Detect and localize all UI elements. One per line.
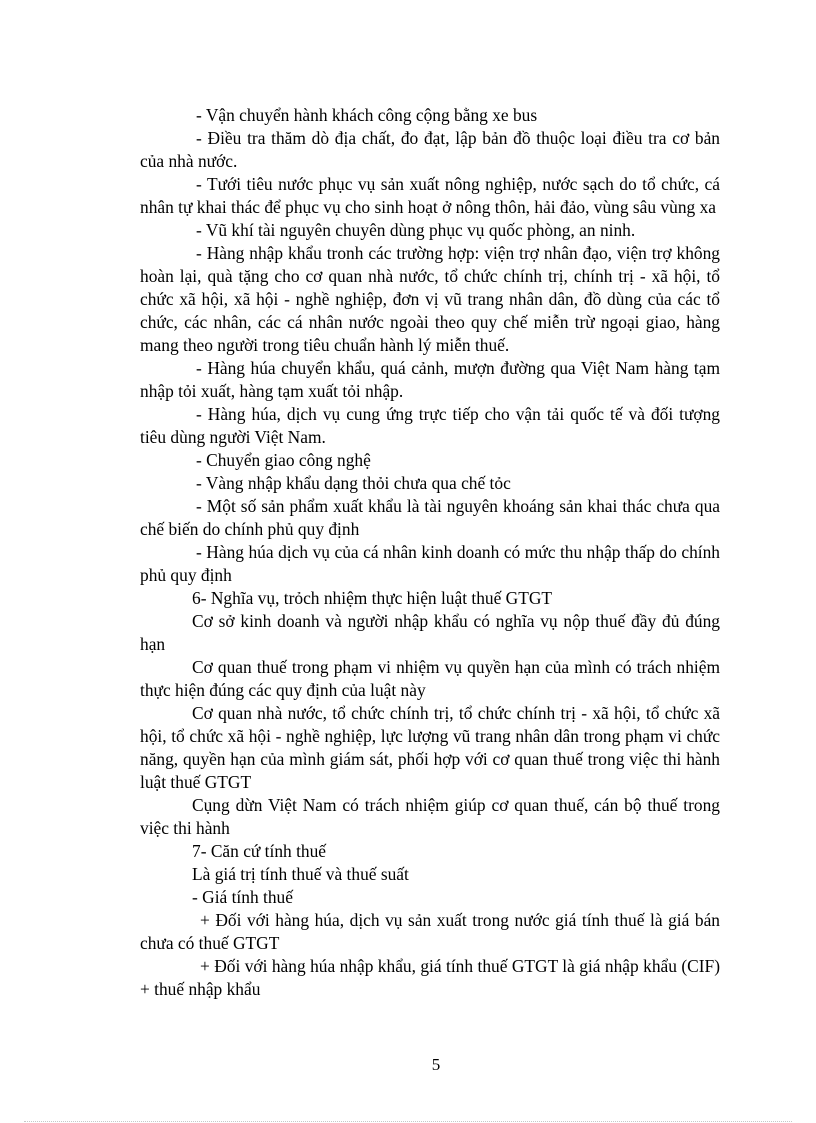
list-item: - Tưới tiêu nước phục vụ sản xuất nông nghiệp, nước sạch do tổ chức, cá nhân tự khai thác để phục vụ cho sinh hoạt ở nông thôn, hải đảo, vùng sâu vùng xa <box>140 174 720 217</box>
list-item: - Hàng nhập khẩu tronh các trường hợp: viện trợ nhân đạo, viện trợ không hoàn lại, quà tặng cho cơ quan nhà nước, tổ chức chính trị, chính trị - xã hội, tổ chức xã hội, xã hội - nghề nghiệp, đơn vị vũ trang nhân dân, đồ dùng của các tổ chức, các nhân, các cá nhân nước ngoài theo quy chế miễn trừ ngoại giao, hàng mang theo người trong tiêu chuẩn hành lý miễn thuế. <box>140 243 720 355</box>
list-item: + Đối với hàng húa, dịch vụ sản xuất trong nước giá tính thuế là giá bán chưa có thuế GTGT <box>140 910 720 953</box>
list-item: - Một số sản phẩm xuất khẩu là tài nguyên khoáng sản khai thác chưa qua chế biến do chính phủ quy định <box>140 496 720 539</box>
list-item: - Vận chuyển hành khách công cộng bằng xe bus <box>196 105 538 125</box>
page-bottom-divider <box>24 1121 792 1122</box>
list-item: - Vũ khí tài nguyên chuyên dùng phục vụ quốc phòng, an ninh. <box>196 220 636 240</box>
list-item: + Đối với hàng húa nhập khẩu, giá tính thuế GTGT là giá nhập khẩu (CIF) + thuế nhập khẩu <box>140 956 720 999</box>
list-item: - Hàng húa dịch vụ của cá nhân kinh doanh có mức thu nhập thấp do chính phủ quy định <box>140 542 720 585</box>
paragraph: Là giá trị tính thuế và thuế suất <box>192 864 409 884</box>
paragraph: Cơ quan thuế trong phạm vi nhiệm vụ quyền hạn của mình có trách nhiệm thực hiện đúng các quy định của luật này <box>140 657 720 700</box>
list-item: - Hàng húa chuyển khẩu, quá cảnh, mượn đường qua Việt Nam hàng tạm nhập tỏi xuất, hàng tạm xuất tỏi nhập. <box>140 358 720 401</box>
list-item: - Vàng nhập khẩu dạng thỏi chưa qua chế tỏc <box>196 473 511 493</box>
paragraph: Cụng dừn Việt Nam có trách nhiệm giúp cơ quan thuế, cán bộ thuế trong việc thi hành <box>140 795 720 838</box>
list-item: - Hàng húa, dịch vụ cung ứng trực tiếp cho vận tải quốc tế và đối tượng tiêu dùng người Việt Nam. <box>140 404 720 447</box>
list-item: - Giá tính thuế <box>192 887 293 907</box>
list-item: - Chuyển giao công nghệ <box>196 450 371 470</box>
paragraph: Cơ quan nhà nước, tổ chức chính trị, tổ chức chính trị - xã hội, tổ chức xã hội, tổ chức xã hội - nghề nghiệp, lực lượng vũ trang nhân dân trong phạm vi chức năng, quyền hạn của mình giám sát, phối hợp với cơ quan thuế trong việc thi hành luật thuế GTGT <box>140 703 720 792</box>
body-text <box>140 104 720 1001</box>
list-item: - Điều tra thăm dò địa chất, đo đạt, lập bản đồ thuộc loại điều tra cơ bản của nhà nước. <box>140 128 720 171</box>
section-heading: 6- Nghĩa vụ, trỏch nhiệm thực hiện luật thuế GTGT <box>192 588 553 608</box>
section-heading: 7- Căn cứ tính thuế <box>192 841 327 861</box>
page-number: 5 <box>431 1055 441 1074</box>
paragraph: Cơ sở kinh doanh và người nhập khẩu có nghĩa vụ nộp thuế đầy đủ đúng hạn <box>140 611 720 654</box>
